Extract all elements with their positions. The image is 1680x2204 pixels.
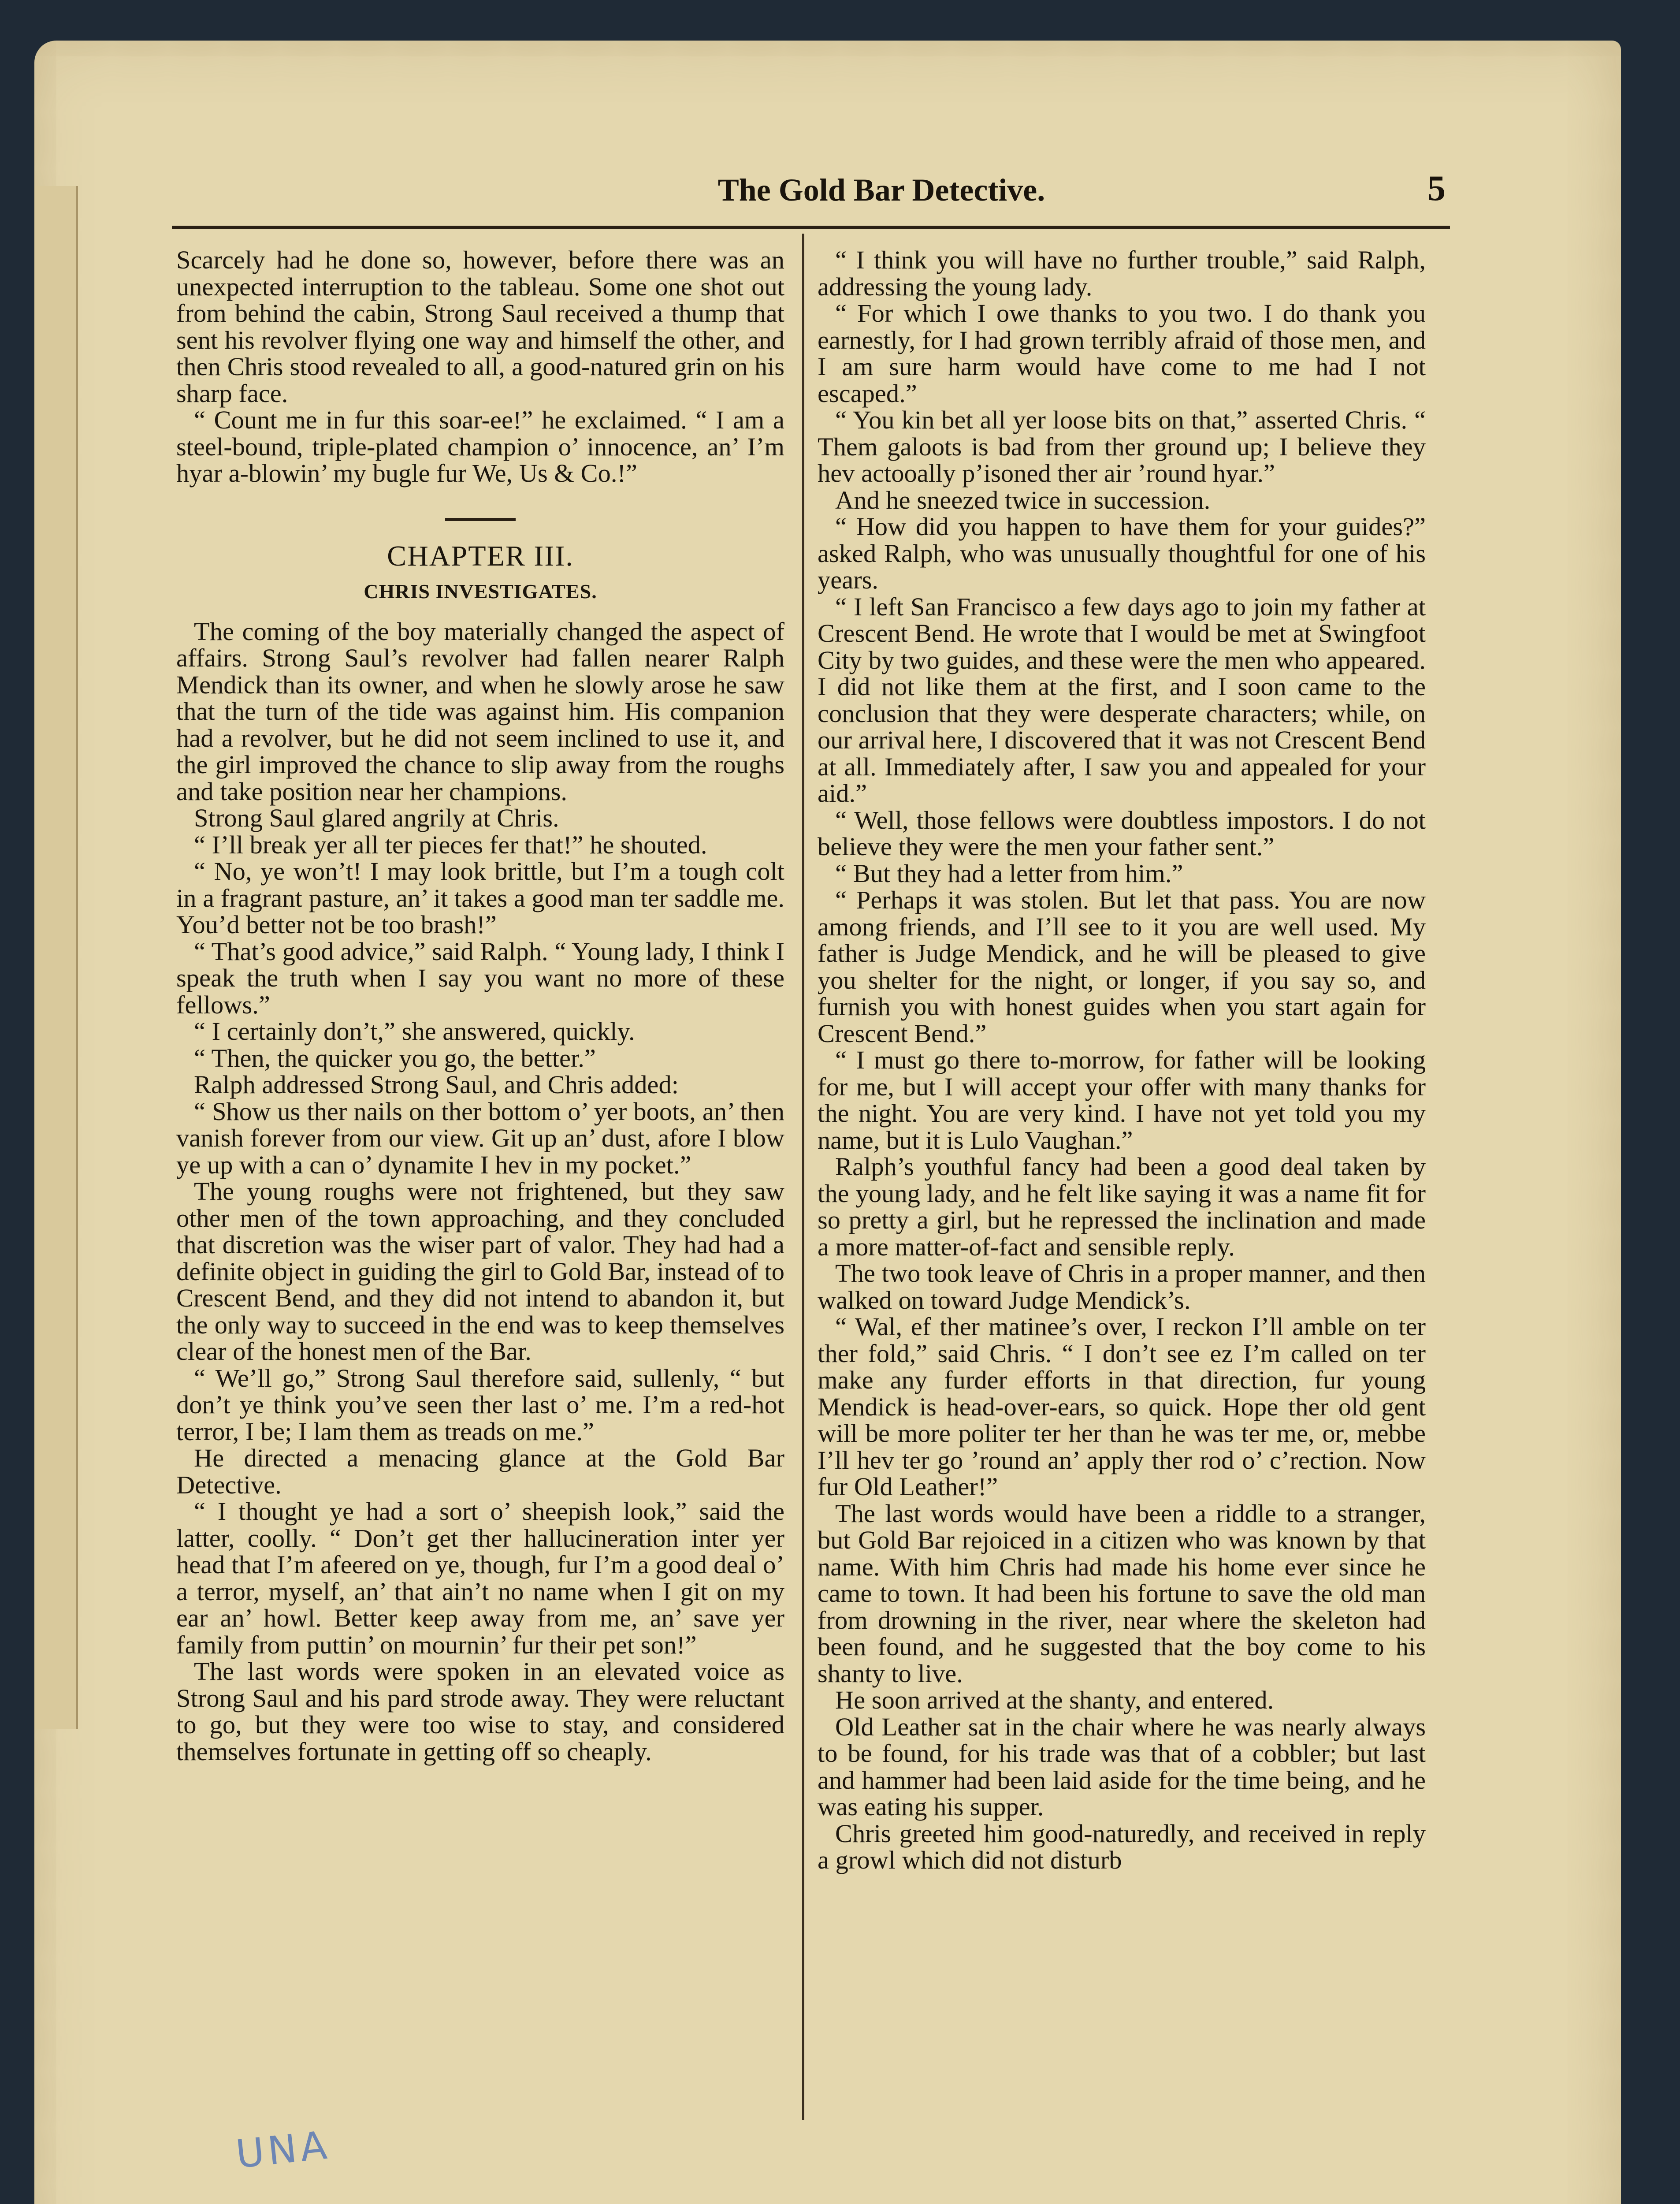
paragraph: “ For which I owe thanks to you two. I do thank you earnestly, for I had grown terribly afraid of those men, and I am sure harm would have come to me had I not escaped.” (818, 299, 1426, 408)
paragraph: “ That’s good advice,” said Ralph. “ Young lady, I think I speak the truth when I say you want no more of these fellows.” (176, 937, 784, 1019)
paragraph: Scarcely had he done so, however, before there was an unexpected interruption to the tableau. Some one shot out from behind the cabin, Strong Saul received a thump that sent his revolver flying one way and himself the other, and then Chris stood revealed to all, a good-natured grin on his sharp face. (176, 247, 784, 408)
paragraph: He soon arrived at the shanty, and entered. (835, 1686, 1274, 1714)
paragraph: “ No, ye won’t! I may look brittle, but I’m a tough colt in a fragrant pasture, an’ it takes a good man ter saddle me. You’d better not be too brash!” (176, 857, 784, 939)
paragraph: “ I thought ye had a sort o’ sheepish look,” said the latter, coolly. “ Don’t get ther hallucineration inter yer head that I’m afeered on ye, though, fur I’m a good deal o’ a terror, myself, an’ that ain’t no name when I git on my ear an’ howl. Better keep away from me, an’ save yer family from puttin’ on mournin’ fur their pet son!” (176, 1497, 784, 1659)
paragraph: “ Then, the quicker you go, the better.” (194, 1043, 596, 1072)
paragraph: “ You kin bet all yer loose bits on that,” asserted Chris. “ Them galoots is bad from ther ground up; I believe they hev actooally p’isoned ther air ’round hyar.” (818, 406, 1426, 488)
paragraph: The coming of the boy materially changed the aspect of affairs. Strong Saul’s revolver had fallen nearer Ralph Mendick than its owner, and when he slowly arose he saw that the turn of the tide was against him. His companion had a revolver, but he did not seem inclined to use it, and the girl improved the chance to slip away from the roughs and take position near her champions. (176, 617, 784, 806)
paragraph: And he sneezed twice in succession. (835, 485, 1211, 514)
paragraph: The last words were spoken in an elevated voice as Strong Saul and his pard strode away. They were reluctant to go, but they were too wise to stay, and considered themselves fortunate in getting off so cheaply. (176, 1657, 784, 1766)
chapter-subtitle: CHRIS INVESTIGATES. (364, 580, 597, 603)
paragraph: Strong Saul glared angrily at Chris. (194, 804, 559, 832)
paragraph: Chris greeted him good-naturedly, and received in reply a growl which did not disturb (818, 1819, 1426, 1874)
header-rule (172, 226, 1450, 229)
paragraph: “ Well, those fellows were doubtless impostors. I do not believe they were the men your father sent.” (818, 805, 1426, 861)
paragraph: “ Perhaps it was stolen. But let that pass. You are now among friends, and I’ll see to it you are well used. My father is Judge Mendick, and he will be pleased to give you shelter for the night, or longer, if you say so, and furnish you with honest guides when you start again for Crescent Bend.” (818, 886, 1426, 1048)
paragraph: “ Show us ther nails on ther bottom o’ yer boots, an’ then vanish forever from our view. Git up an’ dust, afore I blow ye up with a can o’ dynamite I hev in my pocket.” (176, 1097, 784, 1179)
running-header (176, 168, 1446, 220)
paragraph: “ I’ll break yer all ter pieces fer that!” he shouted. (194, 830, 707, 859)
paragraph: “ Wal, ef ther matinee’s over, I reckon I’ll amble on ter ther fold,” said Chris. “ I don’t see ez I’m called on ter make any furder efforts in that direction, fur young Mendick is head-over-ears, so quick. Hope ther old gent will be more politer ter her than he was ter me, or, mebbe I’ll hev ter go ’round an’ apply ther rod o’ c’rection. Now fur Old Leather!” (818, 1312, 1426, 1501)
paragraph: “ I certainly don’t,” she answered, quickly. (194, 1017, 635, 1046)
paragraph: The two took leave of Chris in a proper manner, and then walked on toward Judge Mendick’s. (818, 1259, 1426, 1314)
previous-page-edge (34, 186, 78, 1729)
paragraph: “ I left San Francisco a few days ago to join my father at Crescent Bend. He wrote that I would be met at Swingfoot City by two guides, and these were the men who appeared. I did not like them at the first, and I soon came to the conclusion that they were desperate characters; while, on our arrival here, I discovered that it was not Crescent Bend at all. Immediately after, I saw you and appealed for your aid.” (818, 592, 1426, 808)
paragraph: The young roughs were not frightened, but they saw other men of the town approaching, and they concluded that discretion was the wiser part of valor. They had had a definite object in guiding the girl to Gold Bar, instead of to Crescent Bend, and they did not intend to abandon it, but the only way to succeed in the end was to keep themselves clear of the honest men of the Bar. (176, 1177, 784, 1366)
paragraph: Ralph addressed Strong Saul, and Chris added: (194, 1070, 679, 1099)
paragraph: He directed a menacing glance at the Gold Bar Detective. (176, 1444, 784, 1499)
paragraph: The last words would have been a riddle to a stranger, but Gold Bar rejoiced in a citizen who was known by that name. With him Chris had made his home ever since he came to town. It had been his fortune to save the old man from drowning in the river, near where the skeleton had been found, and he suggested that the boy come to his shanty to live. (818, 1499, 1426, 1688)
ink-stamp: UNA (234, 2122, 333, 2177)
column-divider (802, 234, 804, 2120)
running-title: The Gold Bar Detective. (717, 172, 1045, 208)
paragraph: “ I must go there to-morrow, for father will be looking for me, but I will accept your offer with many thanks for the night. You are very kind. I have not yet told you my name, but it is Lulo Vaughan.” (818, 1046, 1426, 1154)
chapter-separator (445, 518, 516, 521)
paragraph: “ We’ll go,” Strong Saul therefore said, sullenly, “ but don’t ye think you’ve seen ther last o’ me. I’m a red-hot terror, I be; I lam them as treads on me.” (176, 1363, 784, 1446)
chapter-title: CHAPTER III. (387, 540, 574, 572)
paragraph: “ Count me in fur this soar-ee!” he exclaimed. “ I am a steel-bound, triple-plated champion o’ innocence, an’ I’m hyar a-blowin’ my bugle fur We, Us & Co.!” (176, 406, 784, 488)
left-column (176, 247, 784, 2120)
right-column (818, 247, 1426, 2120)
paragraph: “ How did you happen to have them for your guides?” asked Ralph, who was unusually thoughtful for one of his years. (818, 512, 1426, 594)
page-number: 5 (1427, 168, 1446, 208)
paragraph: Ralph’s youthful fancy had been a good deal taken by the young lady, and he felt like saying it was a name fit for so pretty a girl, but he repressed the inclination and made a more matter-of-fact and sensible reply. (818, 1152, 1426, 1261)
paragraph: “ I think you will have no further trouble,” said Ralph, addressing the young lady. (818, 247, 1426, 301)
paragraph: “ But they had a letter from him.” (835, 859, 1183, 888)
paragraph: Old Leather sat in the chair where he was nearly always to be found, for his trade was that of a cobbler; but last and hammer had been laid aside for the time being, and he was eating his supper. (818, 1712, 1426, 1821)
